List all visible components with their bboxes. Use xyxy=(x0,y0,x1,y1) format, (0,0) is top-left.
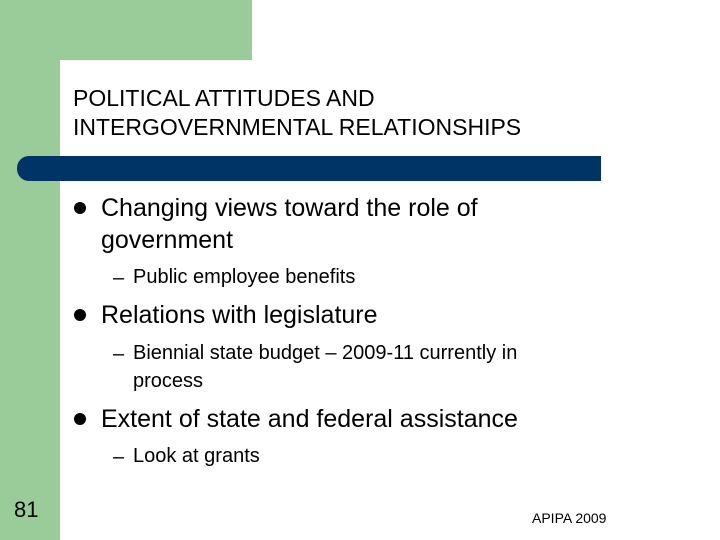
bullet-dot-icon xyxy=(74,202,86,214)
green-top-block xyxy=(0,0,252,60)
bullet-1-line-2: government xyxy=(101,226,234,254)
bullet-2-sub-line-2: process xyxy=(133,370,204,392)
bullet-dot-icon xyxy=(74,413,86,425)
bullet-1-line-1: Changing views toward the role of xyxy=(101,194,478,222)
title-divider-bar xyxy=(17,156,601,181)
green-side-strip xyxy=(0,0,60,540)
bullet-2-sub-text xyxy=(133,339,633,395)
sub-bullet-dash-icon: – xyxy=(113,446,125,468)
sub-bullet-dash-icon: – xyxy=(113,267,125,289)
bullet-2-sub-line-1: Biennial state budget – 2009-11 currently in xyxy=(133,342,518,364)
footer-text: APIPA 2009 xyxy=(532,510,607,526)
slide-title xyxy=(73,84,673,142)
bullet-3-sub-text: Look at grants xyxy=(133,445,260,467)
slide-number: 81 xyxy=(14,497,39,522)
slide-title-line-1: POLITICAL ATTITUDES AND xyxy=(73,85,375,111)
bullet-2-text: Relations with legislature xyxy=(101,301,378,329)
bullet-3-text: Extent of state and federal assistance xyxy=(101,405,518,433)
bullet-1-sub-text: Public employee benefits xyxy=(133,266,356,288)
slide-title-line-2: INTERGOVERNMENTAL RELATIONSHIPS xyxy=(73,114,522,140)
bullet-1-text xyxy=(101,192,621,256)
bullet-dot-icon xyxy=(74,309,86,321)
sub-bullet-dash-icon: – xyxy=(113,343,125,365)
